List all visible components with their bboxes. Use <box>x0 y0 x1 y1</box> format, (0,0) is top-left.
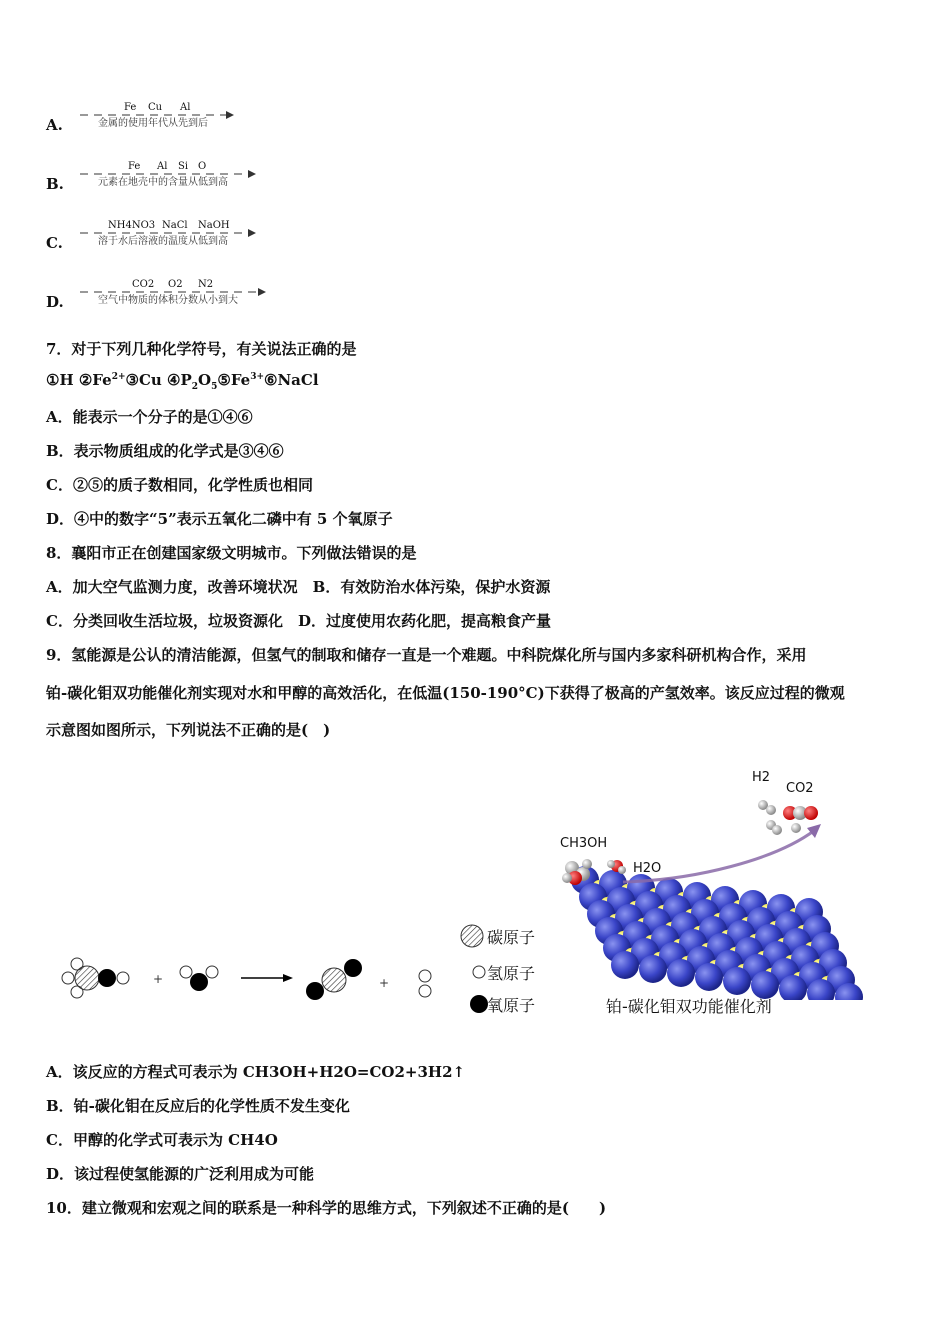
catalyst-slab <box>571 866 863 1000</box>
q9-option-a: A．该反应的方程式可表示为 CH3OH+H2O=CO2+3H2↑ <box>46 1063 466 1081</box>
q8-options-row2: C．分类回收生活垃圾，垃圾资源化 D．过度使用农药化肥，提高粮食产量 <box>46 612 551 630</box>
q7-option-c: C．②⑤的质子数相同，化学性质也相同 <box>46 476 313 494</box>
q9-option-c: C．甲醇的化学式可表示为 CH4O <box>46 1131 278 1149</box>
axis-item: O2 <box>168 279 183 290</box>
symbol: O <box>198 371 212 389</box>
reaction-arrow <box>241 974 293 982</box>
option-d-label: D. <box>46 293 64 311</box>
co2-molecule <box>306 959 362 1000</box>
axis-item: Al <box>157 161 168 172</box>
methanol-molecule <box>62 958 129 998</box>
option-d-axis <box>80 279 270 309</box>
axis-item: NaCl <box>162 220 188 231</box>
symbol: ②Fe <box>78 371 112 389</box>
axis-item: O <box>198 161 207 172</box>
option-a-label: A. <box>46 116 63 134</box>
q9-stem-line3: 示意图如图所示，下列说法不正确的是( ) <box>46 721 331 739</box>
axis-caption: 元素在地壳中的含量从低到高 <box>98 177 228 188</box>
q8-stem: 8．襄阳市正在创建国家级文明城市。下列做法错误的是 <box>46 544 417 562</box>
q9-stem-line1: 9．氢能源是公认的清洁能源，但氢气的制取和储存一直是一个难题。中科院煤化所与国内多家科研机构合作，采用 <box>46 646 807 664</box>
axis-item: Fe <box>128 161 141 172</box>
axis-item: Al <box>180 102 191 113</box>
axis-item: NH4NO3 <box>108 220 156 231</box>
symbol: ⑤Fe <box>217 371 251 389</box>
catalyst-figure <box>545 770 895 1000</box>
q8-options-row1: A．加大空气监测力度，改善环境状况 B．有效防治水体污染，保护水资源 <box>46 578 551 596</box>
catalyst-caption: 铂-碳化钼双功能催化剂 <box>606 997 772 1016</box>
q9-option-b: B．铂-碳化钼在反应后的化学性质不发生变化 <box>46 1097 350 1115</box>
hydrogen-atom-icon <box>473 966 485 978</box>
option-b-axis <box>80 161 260 191</box>
axis-caption: 金属的使用年代从先到后 <box>98 118 208 129</box>
q7-option-d: D．④中的数字“5”表示五氧化二磷中有 5 个氧原子 <box>46 510 393 528</box>
label-co2: CO2 <box>786 781 814 796</box>
symbol: ①H <box>46 371 74 389</box>
q7-option-a: A．能表示一个分子的是①④⑥ <box>46 408 253 426</box>
q7-symbols <box>46 371 319 392</box>
axis-item: NaOH <box>198 220 230 231</box>
axis-item: N2 <box>198 279 214 290</box>
legend-markers <box>458 922 488 1022</box>
symbol: ⑥NaCl <box>264 371 319 389</box>
symbol-charge: 3+ <box>250 372 265 382</box>
axis-item: Fe <box>124 102 137 113</box>
q9-stem-line2: 铂-碳化钼双功能催化剂实现对水和甲醇的高效活化，在低温(150-190°C)下获得了极高的产氢效率。该反应过程的微观 <box>46 684 845 702</box>
label-h2: H2 <box>752 770 771 785</box>
catalyst-atom <box>695 963 723 991</box>
symbol: ④P <box>167 371 192 389</box>
catalyst-atom <box>639 955 667 983</box>
catalyst-atom <box>667 959 695 987</box>
q9-option-d: D．该过程使氢能源的广泛利用成为可能 <box>46 1165 315 1183</box>
axis-item: Si <box>178 161 189 172</box>
legend-carbon: 碳原子 <box>487 928 536 947</box>
h2-model <box>758 800 782 835</box>
h2-molecule <box>419 970 431 997</box>
plus-sign: + <box>153 972 164 986</box>
symbol: ③Cu <box>125 371 162 389</box>
carbon-atom-icon <box>461 925 483 947</box>
option-a-axis <box>80 102 240 132</box>
water-molecule <box>180 966 218 991</box>
plus-sign: + <box>379 976 390 990</box>
label-h2o: H2O <box>633 861 662 876</box>
option-c-label: C. <box>46 234 63 252</box>
legend-hydrogen: 氢原子 <box>487 964 536 983</box>
catalyst-atom <box>611 951 639 979</box>
label-ch3oh: CH3OH <box>560 836 608 851</box>
oxygen-atom-icon <box>470 995 488 1013</box>
symbol-subscript: 2 <box>191 382 199 392</box>
q7-option-b: B．表示物质组成的化学式是③④⑥ <box>46 442 284 460</box>
symbol-charge: 2+ <box>111 372 126 382</box>
symbol-subscript: 5 <box>211 382 218 392</box>
axis-item: CO2 <box>132 279 155 290</box>
q7-stem: 7．对于下列几种化学符号，有关说法正确的是 <box>46 340 357 358</box>
option-b-label: B. <box>46 175 64 193</box>
q10-stem: 10．建立微观和宏观之间的联系是一种科学的思维方式，下列叙述不正确的是( ) <box>46 1199 607 1217</box>
axis-caption: 空气中物质的体积分数从小到大 <box>98 295 238 306</box>
legend-oxygen: 氧原子 <box>487 996 536 1015</box>
axis-caption: 溶于水后溶液的温度从低到高 <box>98 236 228 247</box>
option-c-axis <box>80 220 260 250</box>
reaction-diagram <box>55 950 455 1010</box>
axis-item: Cu <box>148 102 163 113</box>
catalyst-atom <box>723 967 751 995</box>
